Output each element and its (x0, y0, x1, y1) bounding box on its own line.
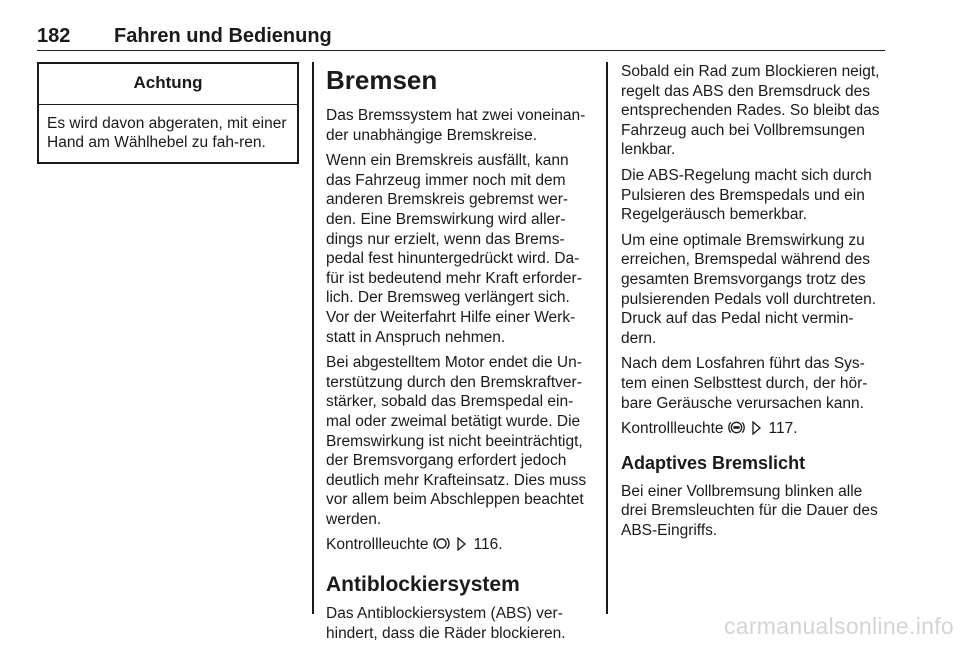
page-reference-arrow-icon (752, 421, 761, 441)
paragraph: Um eine optimale Bremswirkung zu erreichen, Bremspedal während des gesamten Bremsvorgangs trotz des pulsierenden Pedals voll durchtreten. Druck auf das Pedal nicht vermin-dern. (621, 231, 877, 347)
reference-label: Kontrollleuchte (326, 536, 429, 554)
column-divider (606, 62, 608, 614)
paragraph: Bei einer Vollbremsung blinken alle drei Bremsleuchten für die Dauer des ABS-Eingriffs. (621, 482, 878, 539)
heading-bremsen: Bremsen (326, 65, 438, 95)
column-divider (312, 62, 314, 614)
heading-antiblockiersystem: Antiblockiersystem (326, 573, 520, 597)
paragraph: Die ABS-Regelung macht sich durch Pulsieren des Bremspedals und ein Regelgeräusch bemerkbar. (621, 166, 872, 224)
section-title: Fahren und Bedienung (114, 25, 332, 47)
paragraph: Sobald ein Rad zum Blockieren neigt, regelt das ABS den Bremsdruck des entsprechenden Rades. So bleibt das Fahrzeug auch bei Vollbremsungen lenkbar. (621, 63, 880, 159)
paragraph: Das Antiblockiersystem (ABS) ver-hindert, dass die Räder blockieren. (326, 605, 566, 642)
warning-title: Achtung (39, 64, 297, 105)
warning-light-reference (621, 419, 885, 442)
abs-warning-icon (728, 419, 745, 442)
warning-box (37, 62, 299, 164)
heading-adaptives-bremslicht: Adaptives Bremslicht (621, 452, 806, 473)
paragraph: Das Bremssystem hat zwei voneinan-der unabhängige Bremskreise. (326, 107, 586, 144)
column-left (37, 62, 299, 164)
page-header (37, 22, 885, 51)
warning-light-reference (326, 535, 590, 558)
column-middle (326, 62, 590, 649)
warning-text: Es wird davon abgeraten, mit einer Hand am Wählhebel zu fah-ren. (47, 115, 287, 151)
column-right (621, 62, 885, 546)
page-reference-arrow-icon (457, 537, 466, 557)
reference-page[interactable]: 117. (768, 420, 798, 438)
reference-label: Kontrollleuchte (621, 420, 724, 438)
paragraph: Bei abgestelltem Motor endet die Un-terstützung durch den Bremskraftver-stärker, sobald das Bremspedal ein-mal oder zweimal betätigt wurde. Die Bremswirkung ist nicht beeinträchtigt, der Bremsvorgang erfordert jedoch deutlich mehr Krafteinsatz. Dies muss vor allem beim Abschleppen beachtet werden. (326, 354, 587, 528)
paragraph: Wenn ein Bremskreis ausfällt, kann das Fahrzeug immer noch mit dem anderen Bremskreis gebremst wer-den. Eine Bremswirkung wird aller-dings nur erzielt, wenn das Brems-pedal fest hinuntergedrückt wird. Da-für ist bedeutend mehr Kraft erforder-lich. Der Bremsweg verlängert sich. Vor der Weiterfahrt Hilfe einer Werk-statt in Anspruch nehmen. (326, 152, 582, 346)
reference-page[interactable]: 116. (473, 536, 503, 554)
brake-warning-icon (433, 535, 450, 558)
watermark: carmanualsonline.info (723, 613, 954, 639)
page-number: 182 (37, 25, 71, 47)
paragraph: Nach dem Losfahren führt das Sys-tem einen Selbsttest durch, der hör-bare Geräusche verursachen kann. (621, 355, 868, 412)
